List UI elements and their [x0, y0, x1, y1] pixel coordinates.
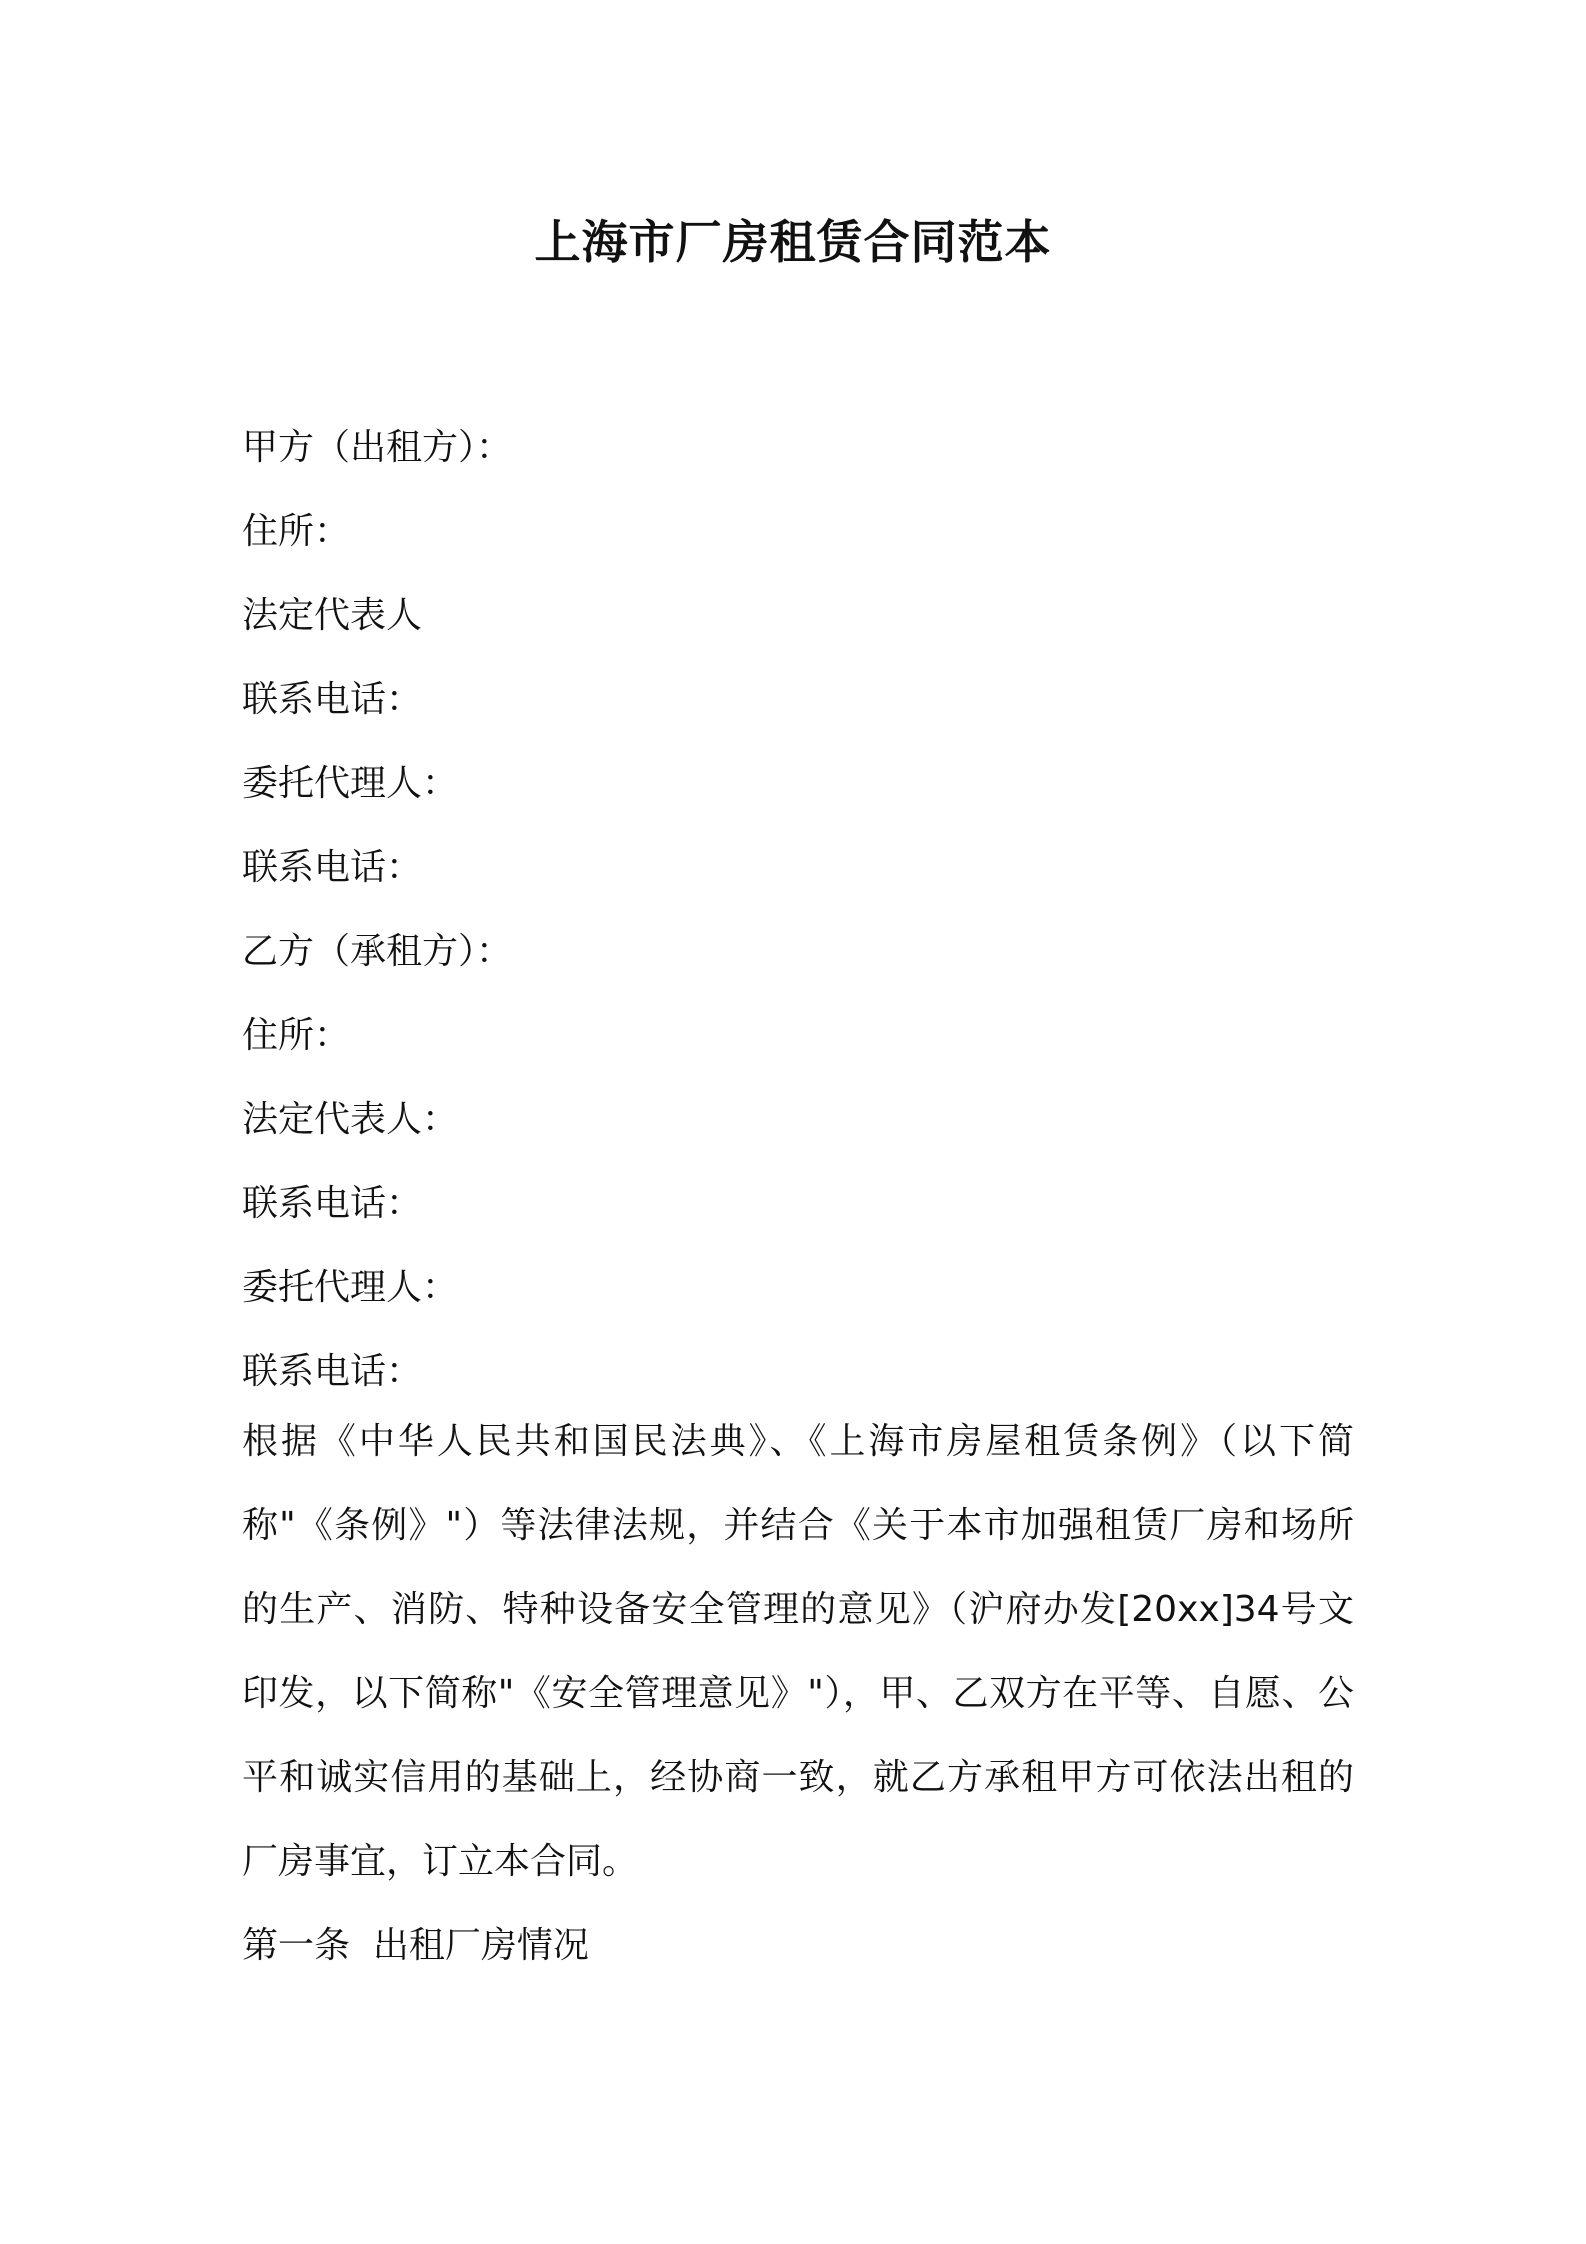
document-title: 上海市厂房租赁合同范本 [534, 215, 1052, 269]
party-a-phone-label: 联系电话： [242, 679, 423, 720]
party-a-label: 甲方（出租方）： [242, 427, 513, 468]
party-a-agent-label: 委托代理人： [242, 763, 459, 804]
party-b-agent-phone-label: 联系电话： [242, 1351, 423, 1392]
party-b-label: 乙方（承租方）： [242, 931, 513, 972]
party-a-agent-phone-label: 联系电话： [242, 847, 423, 888]
party-info-list [242, 406, 1352, 1414]
party-a-legal-rep-label: 法定代表人 [242, 595, 423, 636]
party-b-address-label: 住所： [242, 1015, 351, 1056]
party-a-address-label: 住所： [242, 511, 351, 552]
section-1-heading: 第一条 出租厂房情况 [242, 1925, 589, 1966]
party-b-legal-rep-label: 法定代表人： [242, 1099, 459, 1140]
preamble-paragraph: 根据《中华人民共和国民法典》、《上海市房屋租赁条例》（以下简称"《条例》"）等法律法规，并结合《关于本市加强租赁厂房和场所的生产、消防、特种设备安全管理的意见》（沪府办发[20xx]34号文印发，以下简称"《安全管理意见》"），甲、乙双方在平等、自愿、公平和诚实信用的基础上，经协商一致，就乙方承租甲方可依法出租的厂房事宜，订立本合同。 [242, 1421, 1354, 1882]
party-b-phone-label: 联系电话： [242, 1183, 423, 1224]
party-b-agent-label: 委托代理人： [242, 1267, 459, 1308]
